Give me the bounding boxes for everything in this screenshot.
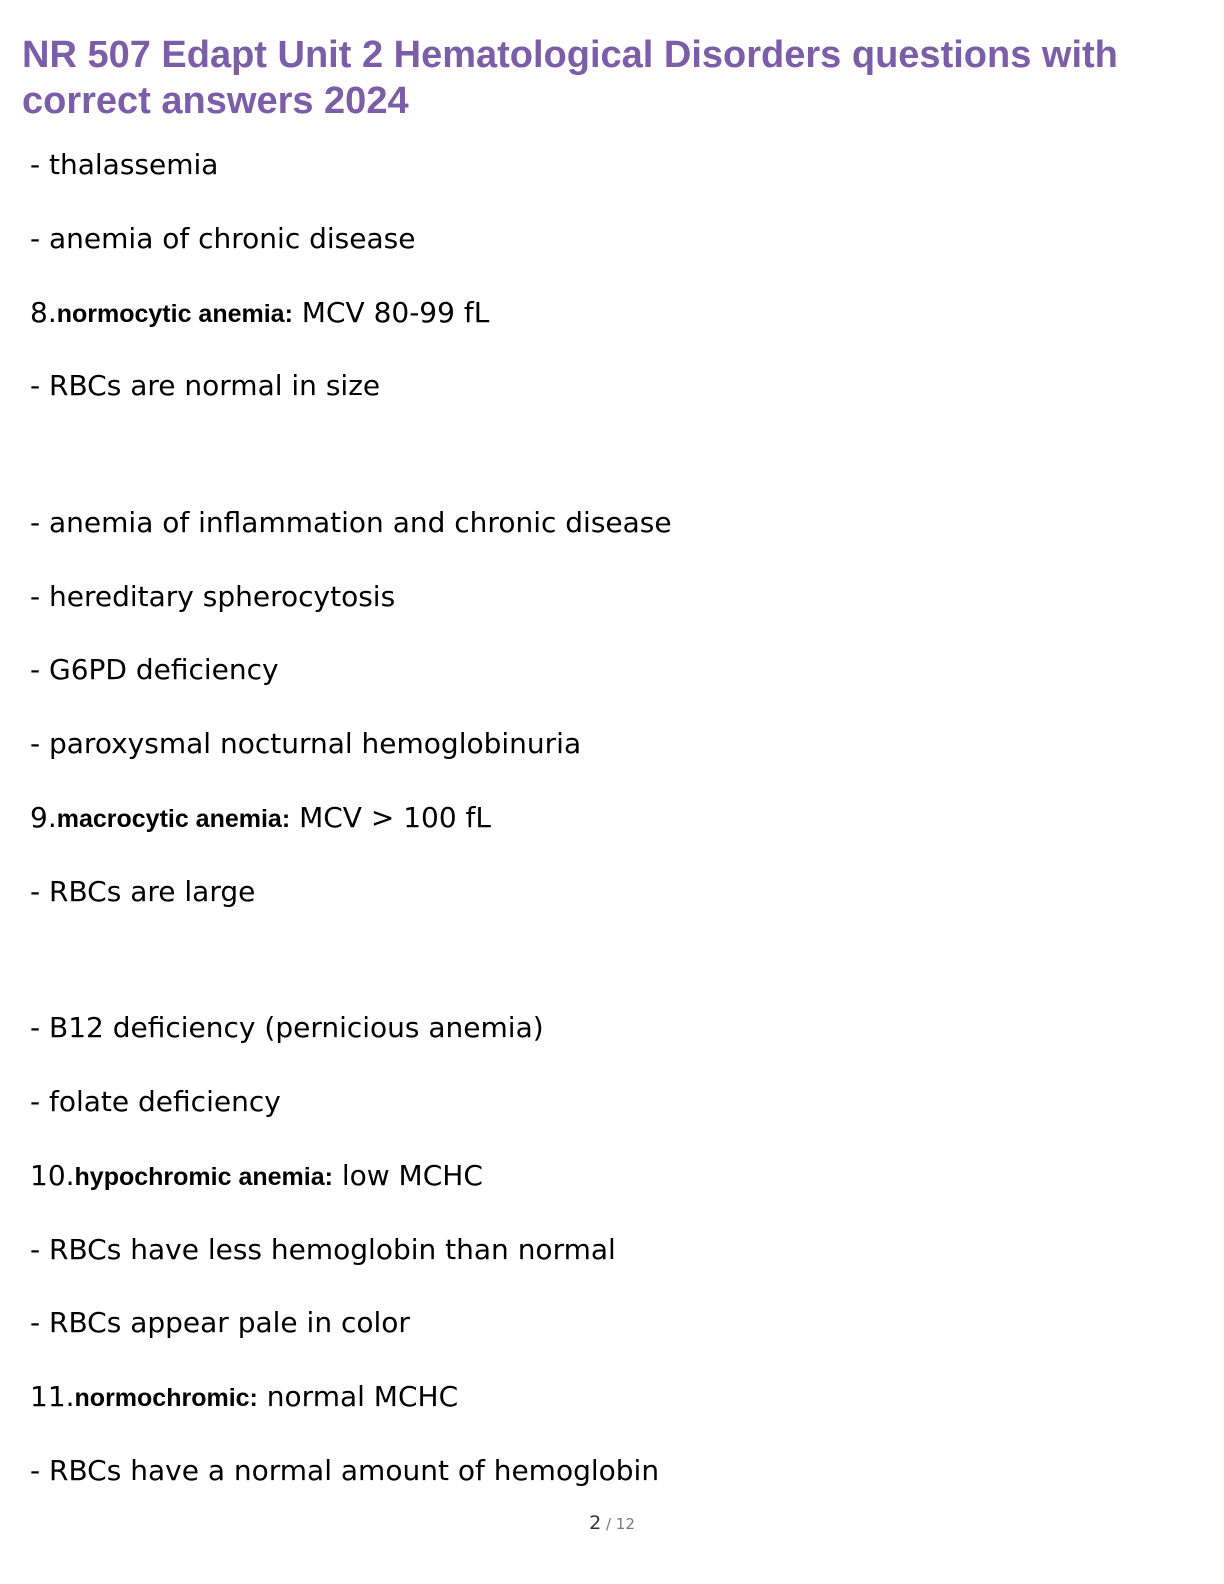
bullet-line: - thalassemia	[30, 148, 219, 181]
question-term: hypochromic anemia:	[74, 1163, 333, 1191]
numbered-question-line	[30, 1159, 483, 1194]
bullet-line: - paroxysmal nocturnal hemoglobinuria	[30, 727, 582, 760]
question-term: normocytic anemia:	[56, 300, 293, 328]
question-answer: normal MCHC	[257, 1380, 459, 1413]
question-term: macrocytic anemia:	[56, 805, 291, 833]
document-title: NR 507 Edapt Unit 2 Hematological Disorders questions with correct answers 2024	[22, 34, 1118, 122]
bullet-line: - RBCs have less hemoglobin than normal	[30, 1233, 616, 1266]
bullet-line: - RBCs are normal in size	[30, 369, 381, 402]
total-pages: 12	[615, 1515, 635, 1533]
bullet-line: - G6PD deficiency	[30, 653, 279, 686]
numbered-question-line	[30, 801, 491, 836]
question-number: 10.	[30, 1159, 75, 1192]
numbered-question-line	[30, 296, 489, 331]
bullet-line: - RBCs are large	[30, 875, 256, 908]
question-number: 8.	[30, 296, 57, 329]
bullet-line: - folate deficiency	[30, 1085, 281, 1118]
question-answer: MCV 80-99 fL	[292, 296, 490, 329]
page-separator: /	[601, 1515, 616, 1533]
current-page-number: 2	[589, 1512, 602, 1534]
question-number: 11.	[30, 1380, 75, 1413]
bullet-line: - RBCs have a normal amount of hemoglobin	[30, 1454, 660, 1487]
bullet-line: - B12 deficiency (pernicious anemia)	[30, 1011, 544, 1044]
question-number: 9.	[30, 801, 57, 834]
bullet-line: - hereditary spherocytosis	[30, 580, 396, 613]
numbered-question-line	[30, 1380, 458, 1415]
bullet-line: - anemia of chronic disease	[30, 222, 416, 255]
bullet-line: - RBCs appear pale in color	[30, 1306, 410, 1339]
question-term: normochromic:	[74, 1384, 258, 1412]
question-answer: MCV > 100 fL	[290, 801, 491, 834]
page-indicator	[0, 1512, 1224, 1534]
bullet-line: - anemia of inflammation and chronic disease	[30, 506, 672, 539]
question-answer: low MCHC	[332, 1159, 483, 1192]
